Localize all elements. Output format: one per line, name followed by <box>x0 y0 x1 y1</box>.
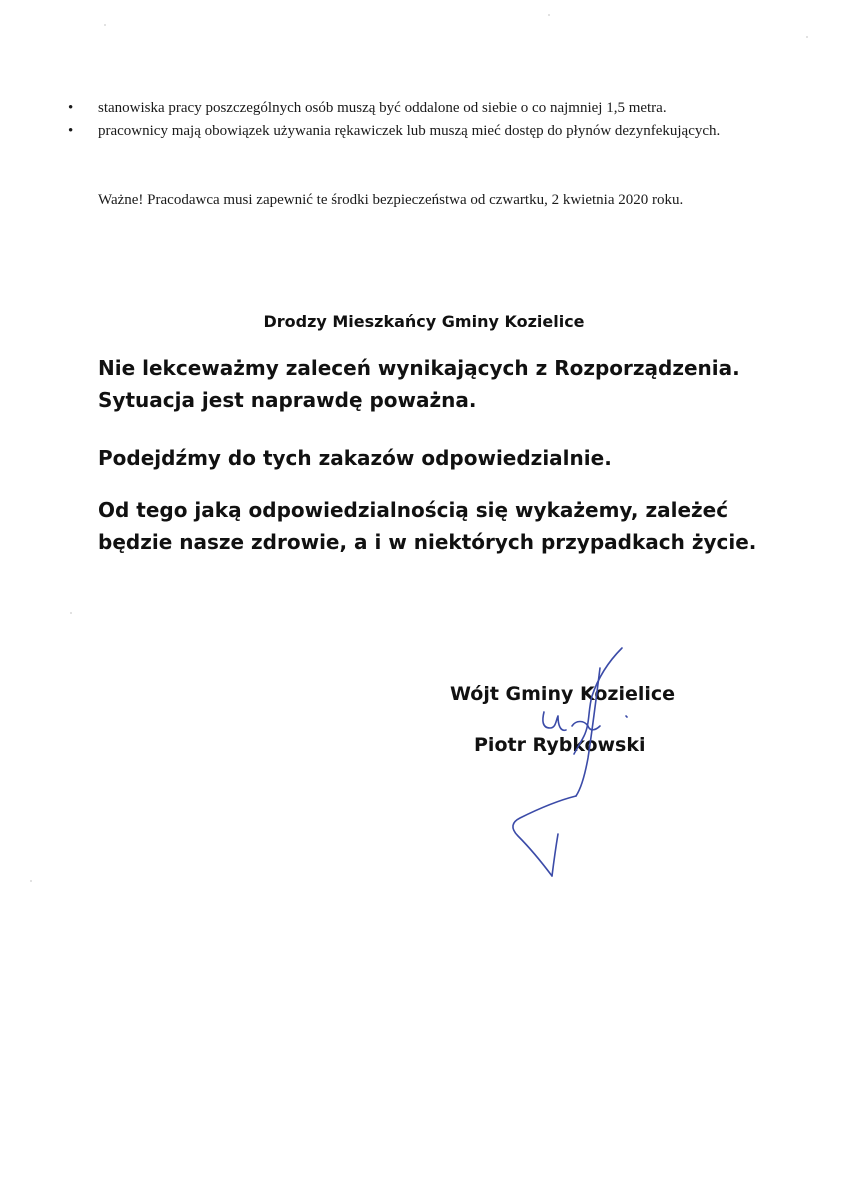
important-note: Ważne! Pracodawca musi zapewnić te środki bezpieczeństwa od czwartku, 2 kwietnia 2020 roku. <box>98 192 684 208</box>
message-paragraph-3-line-1: Od tego jaką odpowiedzialnością się wykażemy, zależeć <box>98 498 729 522</box>
signature-name: Piotr Rybkowski <box>474 734 646 756</box>
scan-speck <box>806 36 808 38</box>
scan-speck <box>70 612 72 614</box>
message-paragraph-3 <box>98 494 756 558</box>
greeting-heading: Drodzy Mieszkańcy Gminy Kozielice <box>263 312 585 331</box>
bullet-item-gloves: • pracownicy mają obowiązek używania rękawiczek lub muszą mieć dostęp do płynów dezynfekujących. <box>68 120 748 143</box>
message-paragraph-2: Podejdźmy do tych zakazów odpowiedzialnie. <box>98 446 612 470</box>
message-paragraph-1-line-2: Sytuacja jest naprawdę poważna. <box>98 388 477 412</box>
scan-speck <box>548 14 550 16</box>
message-paragraph-3-line-2: będzie nasze zdrowie, a i w niektórych przypadkach życie. <box>98 530 757 554</box>
scan-speck <box>104 24 106 26</box>
handwritten-signature <box>480 640 660 880</box>
scan-speck <box>30 880 32 882</box>
bullet-item-distance: • stanowiska pracy poszczególnych osób muszą być oddalone od siebie o co najmniej 1,5 metra. <box>68 97 748 120</box>
message-paragraph-1-line-1: Nie lekceważmy zaleceń wynikających z Rozporządzenia. <box>98 356 740 380</box>
bullet-list <box>68 97 748 143</box>
message-paragraph-1 <box>98 352 740 416</box>
signature-title: Wójt Gminy Kozielice <box>450 683 676 705</box>
